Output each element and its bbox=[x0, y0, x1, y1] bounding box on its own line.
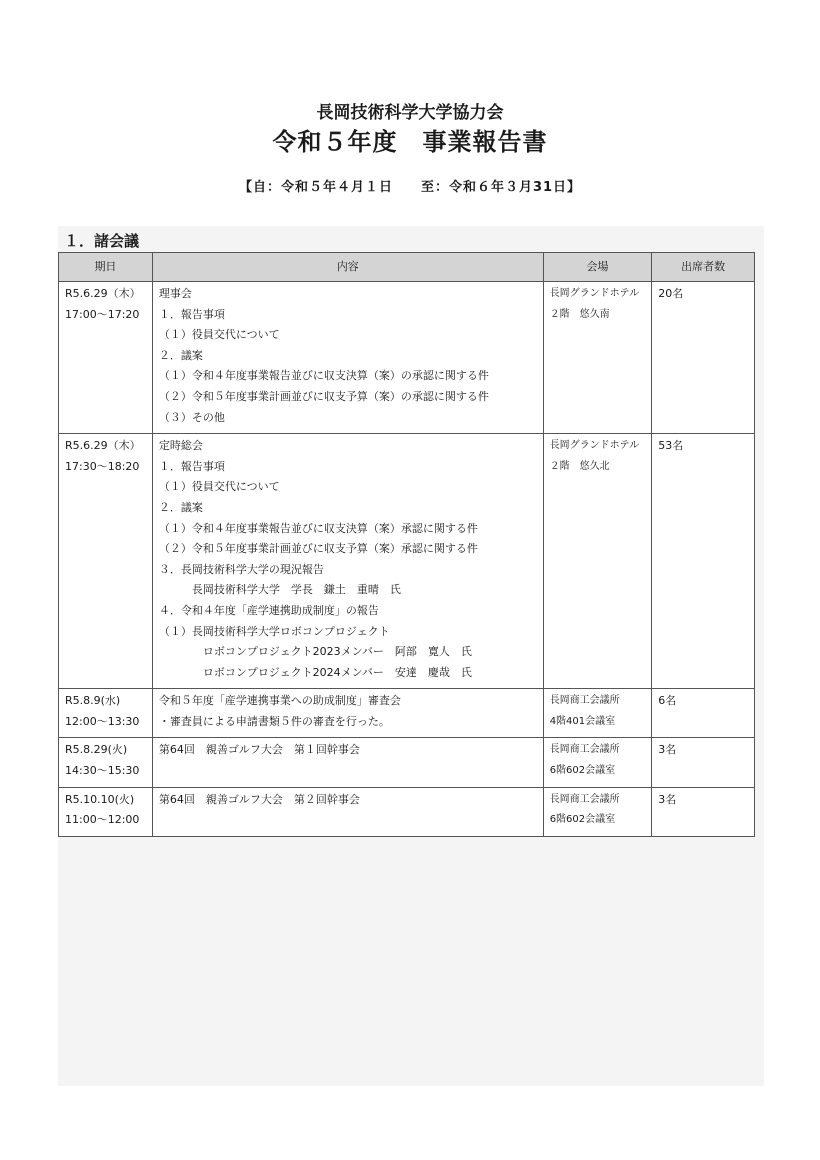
content-cell bbox=[152, 434, 543, 689]
content-line: １．報告事項 bbox=[158, 307, 225, 321]
content-line: １．報告事項 bbox=[158, 459, 225, 473]
date-cell bbox=[59, 689, 153, 738]
venue-name: 長岡商工会議所 bbox=[549, 744, 620, 756]
content-line: ロボコンプロジェクト2023メンバー 阿部 寛人 氏 bbox=[158, 645, 472, 659]
date-line: R5.6.29（木） bbox=[65, 287, 141, 300]
date-line: R5.8.9(水) bbox=[65, 694, 121, 708]
date-line: R5.10.10(火) bbox=[65, 792, 135, 806]
attendees-cell: 3名 bbox=[652, 738, 755, 787]
content-line: （１）役員交代について bbox=[158, 328, 280, 342]
header-attendees: 出席者数 bbox=[652, 253, 755, 282]
time-line: 17:00～17:20 bbox=[65, 307, 140, 321]
date-cell bbox=[59, 282, 153, 434]
date-cell bbox=[59, 787, 153, 836]
venue-room: 6階602会議室 bbox=[549, 814, 616, 826]
header-content: 内容 bbox=[152, 253, 543, 282]
venue-name: 長岡商工会議所 bbox=[549, 695, 620, 707]
content-line: ロボコンプロジェクト2024メンバー 安達 慶哉 氏 bbox=[158, 665, 472, 679]
time-line: 11:00～12:00 bbox=[65, 813, 140, 827]
date-line: R5.6.29（木） bbox=[65, 439, 141, 453]
organization-name: 長岡技術科学大学協力会 bbox=[316, 103, 504, 123]
content-line: ２．議案 bbox=[158, 348, 203, 362]
venue-cell bbox=[543, 787, 652, 836]
attendees-cell: 20名 bbox=[652, 282, 755, 434]
report-period: 【自：令和５年４月１日 至：令和６年３月31日】 bbox=[238, 180, 582, 195]
venue-name: 長岡グランドホテル bbox=[549, 288, 640, 299]
content-line: ３．長岡技術科学大学の現況報告 bbox=[158, 562, 324, 576]
venue-cell bbox=[543, 738, 652, 787]
venue-room: 6階602会議室 bbox=[549, 765, 616, 777]
content-line: 定時総会 bbox=[158, 439, 203, 453]
content-line: ４．令和４年度「産学連携助成制度」の報告 bbox=[158, 603, 379, 617]
content-line: ・審査員による申請書類５件の審査を行った。 bbox=[158, 714, 390, 728]
content-line: 理事会 bbox=[158, 287, 192, 300]
attendees-cell: 3名 bbox=[652, 787, 755, 836]
table-row bbox=[59, 282, 755, 434]
content-cell bbox=[152, 738, 543, 787]
attendees-cell: 53名 bbox=[652, 434, 755, 689]
content-line: （２）令和５年度事業計画並びに収支予算（案）の承認に関する件 bbox=[158, 389, 489, 403]
table-header-row bbox=[59, 253, 755, 282]
attendees-cell: 6名 bbox=[652, 689, 755, 738]
content-cell bbox=[152, 282, 543, 434]
venue-room: ２階 悠久北 bbox=[549, 460, 610, 472]
content-line: （２）令和５年度事業計画並びに収支予算（案）承認に関する件 bbox=[158, 542, 478, 556]
content-line: （１）役員交代について bbox=[158, 480, 280, 494]
venue-cell bbox=[543, 434, 652, 689]
content-line: 令和５年度「産学連携事業への助成制度」審査会 bbox=[158, 694, 401, 708]
venue-name: 長岡グランドホテル bbox=[549, 440, 640, 452]
content-line: ２．議案 bbox=[158, 500, 203, 514]
content-line: （１）令和４年度事業報告並びに収支決算（案）承認に関する件 bbox=[158, 521, 478, 535]
content-line: 第64回 親善ゴルフ大会 第２回幹事会 bbox=[158, 792, 360, 806]
header-date: 期日 bbox=[59, 253, 153, 282]
content-cell bbox=[152, 787, 543, 836]
date-cell bbox=[59, 434, 153, 689]
table-row bbox=[59, 787, 755, 836]
venue-room: 4階401会議室 bbox=[549, 715, 616, 727]
meetings-table bbox=[58, 252, 755, 837]
content-line: （１）長岡技術科学大学ロボコンプロジェクト bbox=[158, 624, 390, 638]
content-line: 第64回 親善ゴルフ大会 第１回幹事会 bbox=[158, 743, 360, 757]
venue-room: ２階 悠久南 bbox=[549, 308, 610, 320]
date-cell bbox=[59, 738, 153, 787]
content-line: （３）その他 bbox=[158, 410, 225, 424]
time-line: 12:00～13:30 bbox=[65, 714, 140, 728]
venue-cell bbox=[543, 282, 652, 434]
content-line: 長岡技術科学大学 学長 鎌土 重晴 氏 bbox=[158, 583, 401, 597]
table-row bbox=[59, 689, 755, 738]
venue-name: 長岡商工会議所 bbox=[549, 793, 620, 805]
date-line: R5.8.29(火) bbox=[65, 743, 128, 757]
document-title: 令和５年度 事業報告書 bbox=[272, 128, 548, 156]
content-cell bbox=[152, 689, 543, 738]
time-line: 17:30～18:20 bbox=[65, 459, 140, 473]
table-row bbox=[59, 434, 755, 689]
section-title: １．諸会議 bbox=[64, 232, 140, 250]
header-venue: 会場 bbox=[543, 253, 652, 282]
time-line: 14:30～15:30 bbox=[65, 764, 140, 778]
content-line: （１）令和４年度事業報告並びに収支決算（案）の承認に関する件 bbox=[158, 369, 489, 383]
venue-cell bbox=[543, 689, 652, 738]
table-row bbox=[59, 738, 755, 787]
